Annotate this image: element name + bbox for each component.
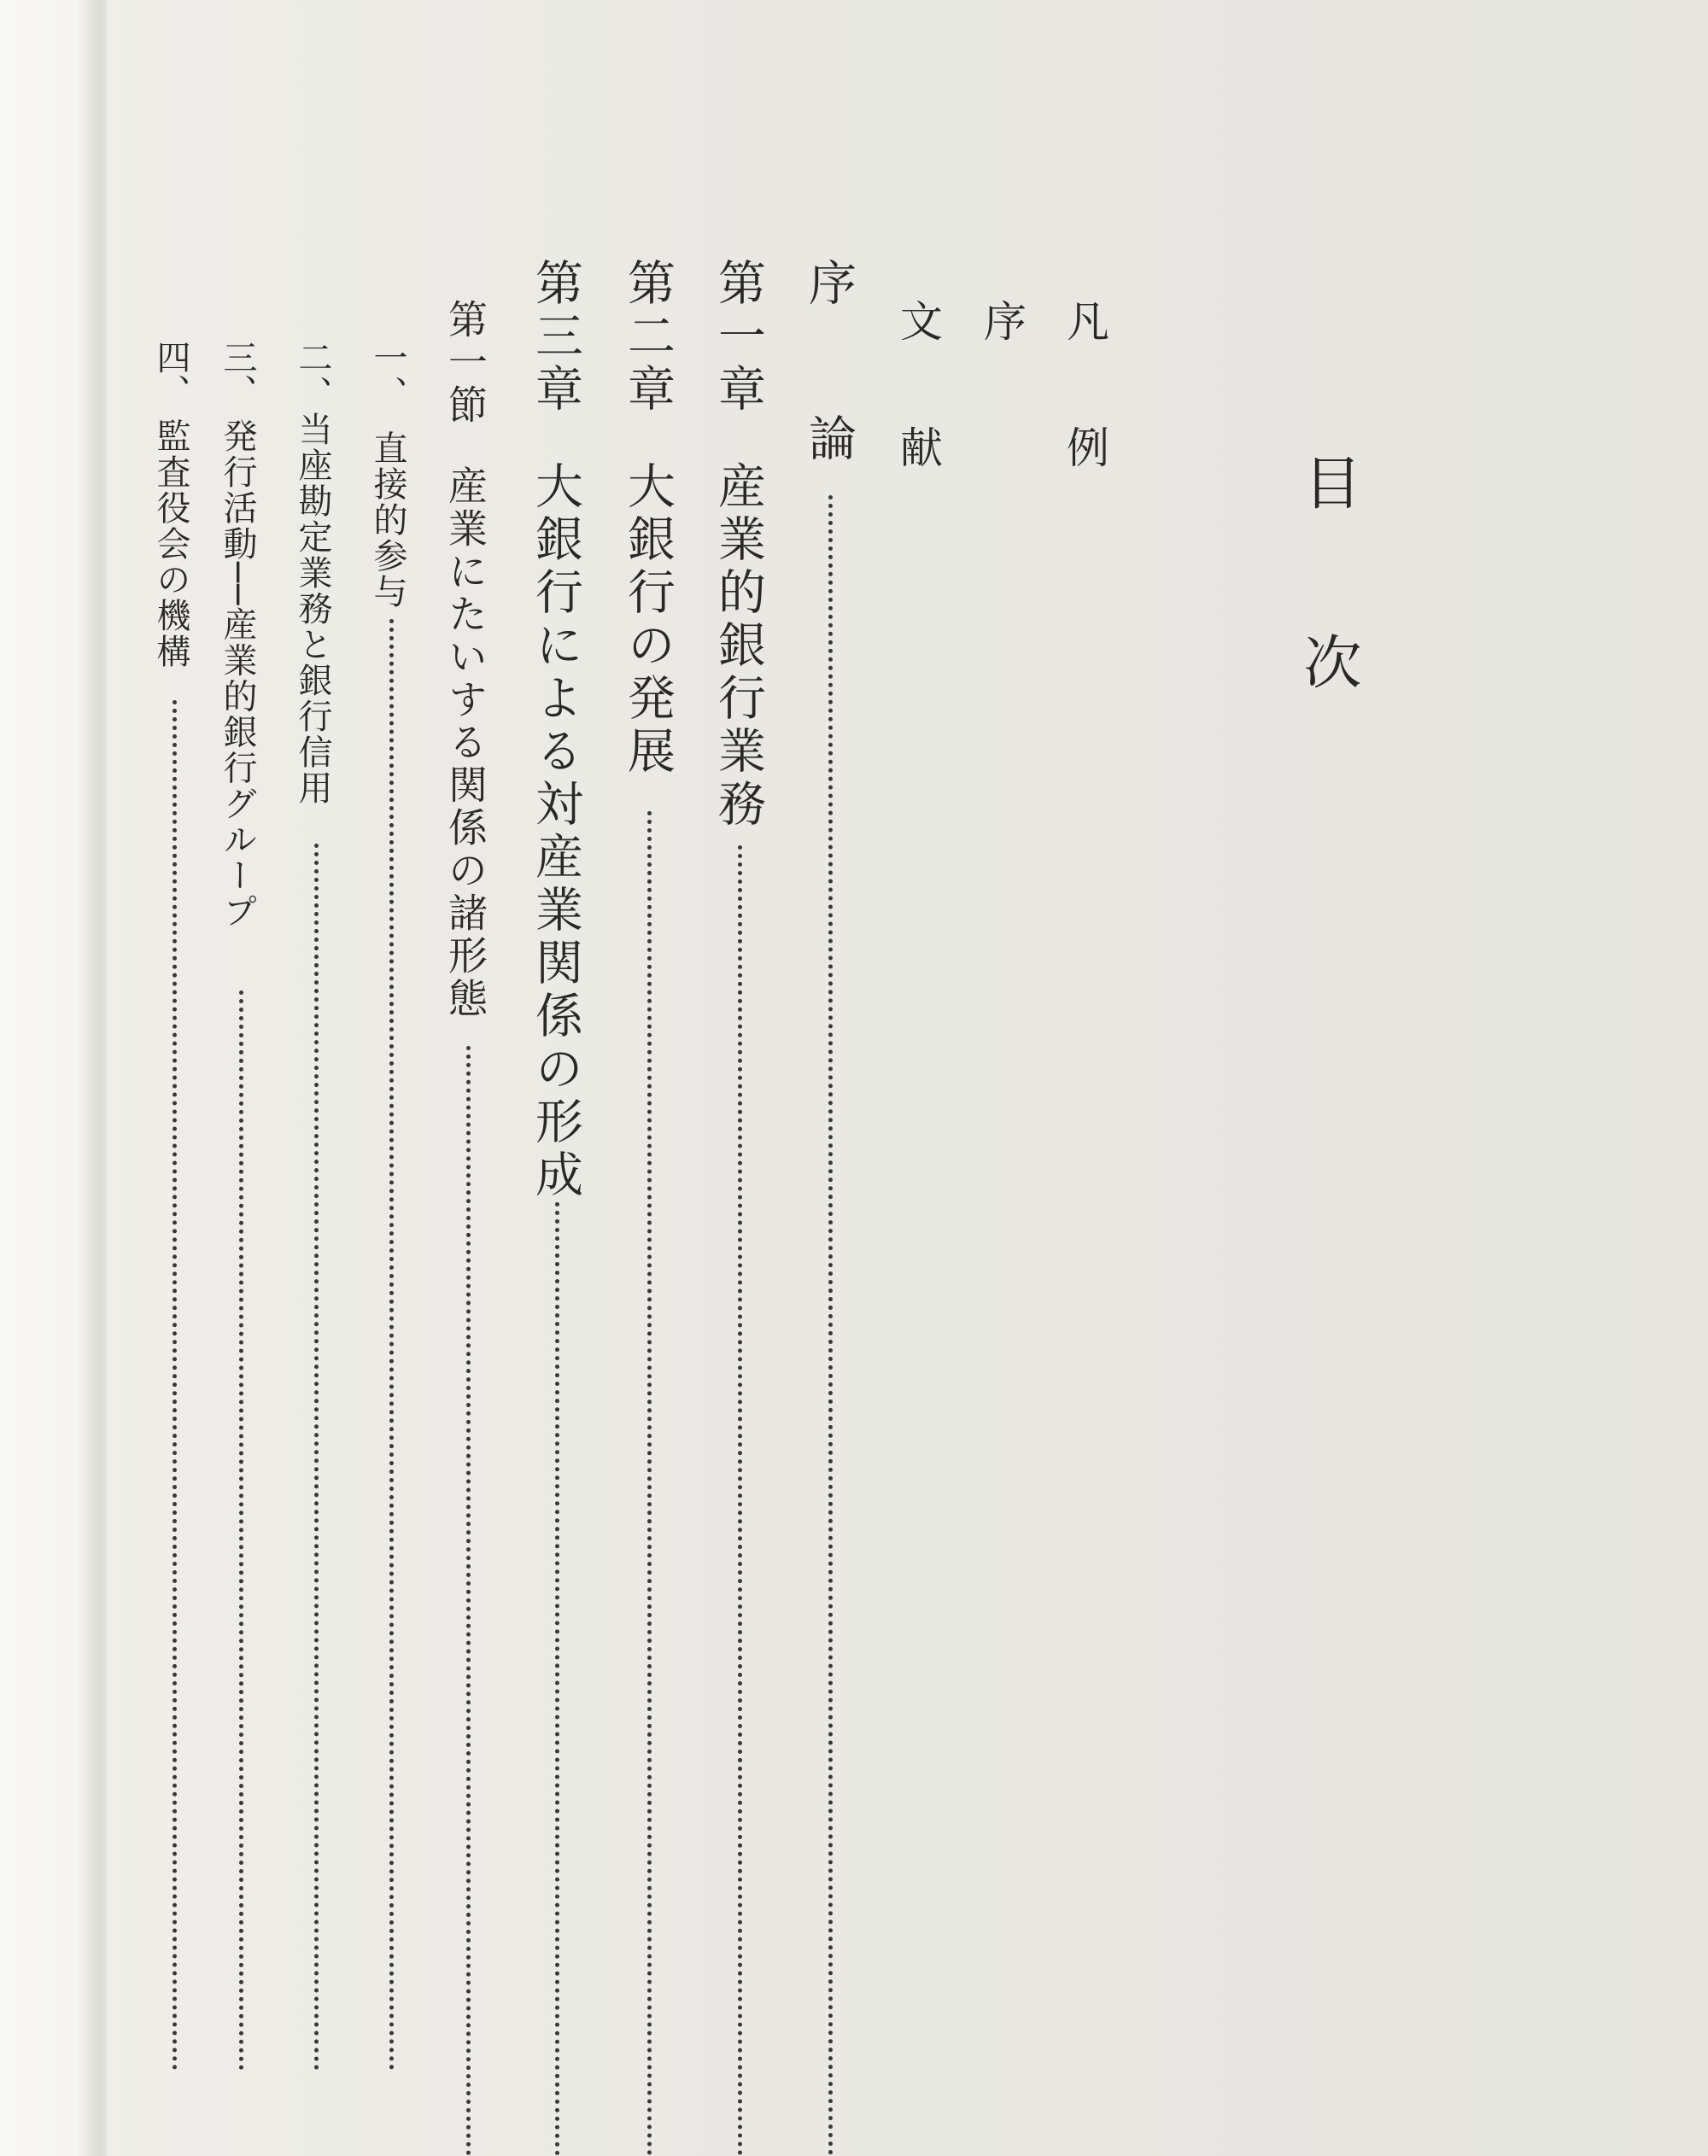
- item-1-leader-dots: [389, 619, 394, 2071]
- chapter-3-label[interactable]: 第三章: [528, 258, 583, 417]
- item-2-leader-dots: [314, 844, 319, 2071]
- bunken-char-1: 文: [893, 299, 943, 342]
- bunken-char-2: 献: [893, 425, 943, 468]
- page-title-char-2: 次: [1294, 632, 1361, 690]
- page-title-char-1: 目: [1294, 453, 1361, 511]
- page-gutter: [0, 0, 107, 2156]
- item-2[interactable]: 二、当座勘定業務と銀行信用: [293, 340, 332, 806]
- joron-leader-dots: [828, 495, 833, 2156]
- item-4-label[interactable]: 四、: [151, 340, 190, 408]
- item-3-title[interactable]: 発行活動──産業的銀行グループ: [218, 418, 257, 930]
- chapter-1-label[interactable]: 第一章: [711, 258, 766, 417]
- item-1[interactable]: 一、 直接的参与: [368, 340, 407, 610]
- hanrei-char-1: 凡: [1060, 299, 1109, 342]
- chapter-2-label[interactable]: 第二章: [620, 258, 676, 417]
- chapter-3-leader-dots: [555, 1202, 559, 2156]
- item-4-leader-dots: [173, 700, 177, 2071]
- chapter-3-title[interactable]: 大銀行による対産業関係の形成: [528, 461, 583, 1202]
- item-3-label[interactable]: 三、: [218, 340, 257, 408]
- chapter-2-leader-dots: [647, 811, 652, 2156]
- jobun-entry[interactable]: 序: [977, 299, 1027, 342]
- chapter-2-title[interactable]: 大銀行の発展: [620, 461, 676, 779]
- section-1-label[interactable]: 第一節: [442, 299, 488, 427]
- hanrei-char-2: 例: [1060, 425, 1109, 468]
- section-1-leader-dots: [466, 1046, 471, 2156]
- chapter-1-leader-dots: [738, 845, 742, 2156]
- item-4-title[interactable]: 監査役会の機構: [151, 418, 190, 669]
- joron-char-2[interactable]: 論: [801, 413, 857, 461]
- chapter-1-title[interactable]: 産業的銀行業務: [711, 461, 766, 832]
- joron-char-1[interactable]: 序: [801, 258, 857, 306]
- section-1-title[interactable]: 産業にたいする関係の諸形態: [442, 465, 488, 1020]
- item-3-leader-dots: [239, 990, 243, 2071]
